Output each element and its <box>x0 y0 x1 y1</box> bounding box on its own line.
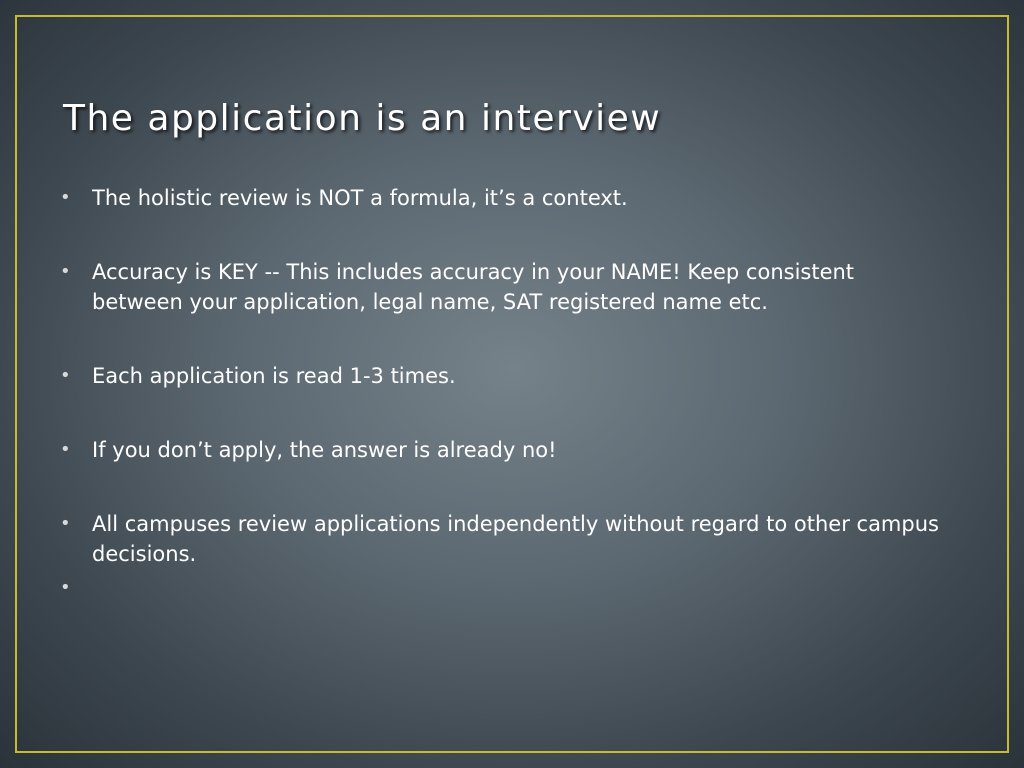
bullet-text: The holistic review is NOT a formula, it’s a context. <box>92 186 628 210</box>
bullet-icon: • <box>60 439 71 460</box>
bullet-item <box>60 509 940 569</box>
bullet-icon: • <box>60 513 71 534</box>
bullet-icon: • <box>60 577 71 598</box>
bullet-item <box>60 435 940 465</box>
bullet-list <box>60 183 940 613</box>
bullet-icon: • <box>60 365 71 386</box>
bullet-item <box>60 183 940 213</box>
bullet-text: If you don’t apply, the answer is already no! <box>92 438 557 462</box>
bullet-icon: • <box>60 261 71 282</box>
bullet-item <box>60 361 940 391</box>
bullet-icon: • <box>60 187 71 208</box>
bullet-text: Each application is read 1-3 times. <box>92 364 456 388</box>
bullet-text: Accuracy is KEY -- This includes accuracy in your NAME! Keep consistent between your application, legal name, SAT registered name etc. <box>92 260 855 314</box>
bullet-item <box>60 257 940 317</box>
bullet-text: All campuses review applications independently without regard to other campus decisions. <box>92 512 939 566</box>
slide-title: The application is an interview <box>63 98 662 139</box>
